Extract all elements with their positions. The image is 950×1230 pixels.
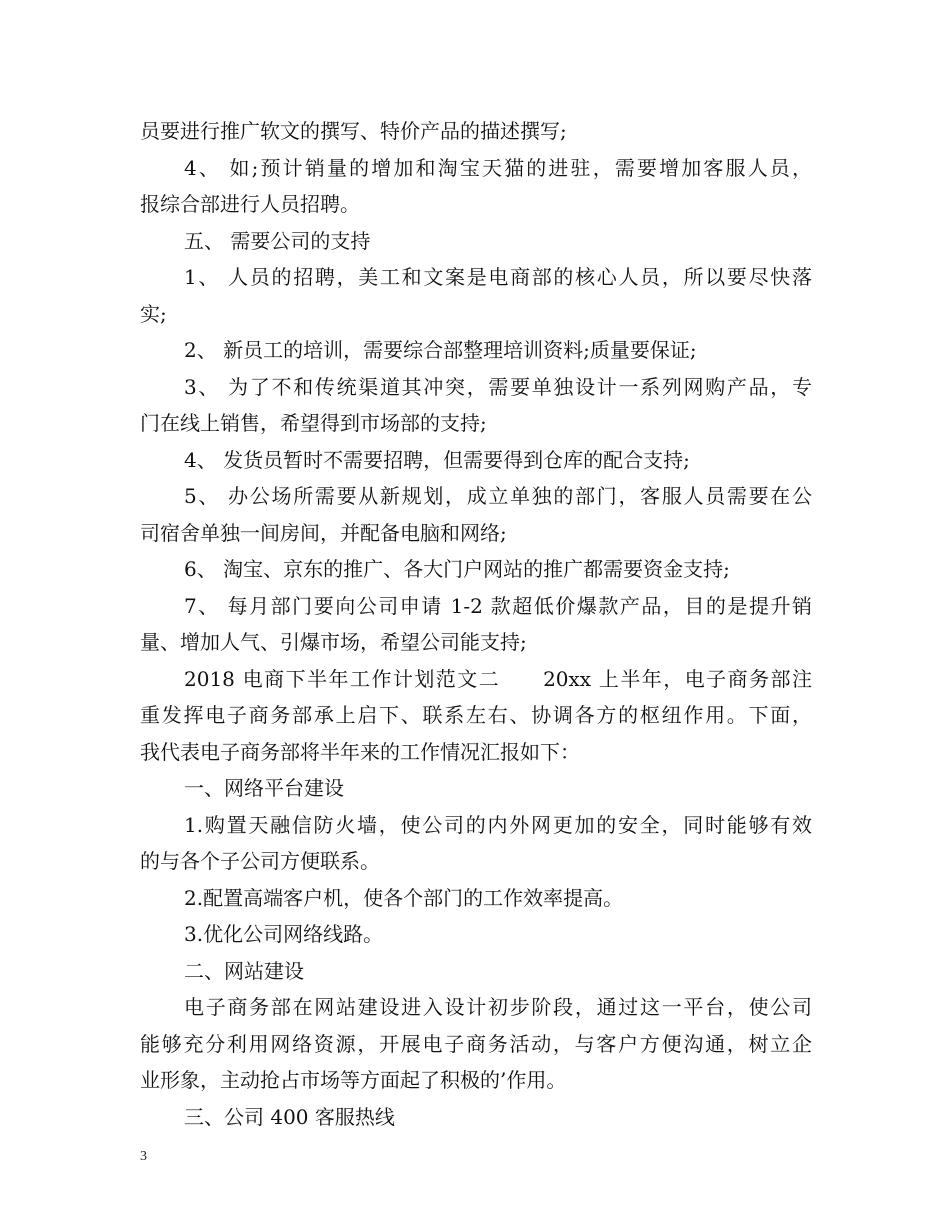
text-line: 实; — [140, 301, 167, 326]
text-line: 业形象，主动抢占市场等方面起了积极的’作用。 — [140, 1068, 567, 1092]
text-line: 4、 发货员暂时不需要招聘，但需要得到仓库的配合支持; — [184, 447, 690, 472]
text-line: 电子商务部在网站建设进入设计初步阶段，通过这一平台，使公司 — [184, 995, 812, 1019]
text-line: 门在线上销售，希望得到市场部的支持; — [140, 411, 487, 435]
text-line: 重发挥电子商务部承上启下、联系左右、协调各方的枢纽作用。下面， — [140, 703, 812, 727]
text-line: 2、 新员工的培训，需要综合部整理培训资料;质量要保证; — [184, 338, 697, 362]
text-line: 3.优化公司网络线路。 — [184, 922, 384, 946]
text-line: 司宿舍单独一间房间，并配备电脑和网络; — [140, 520, 507, 545]
text-line: 1.购置天融信防火墙，使公司的内外网更加的安全，同时能够有效 — [184, 812, 812, 837]
text-line: 7、 每月部门要向公司申请 1-2 款超低价爆款产品，目的是提升销 — [184, 593, 812, 618]
text-line: 4、 如;预计销量的增加和淘宝天猫的进驻，需要增加客服人员， — [184, 155, 812, 180]
text-line: 我代表电子商务部将半年来的工作情况汇报如下： — [140, 739, 580, 764]
text-line: 一、网络平台建设 — [184, 776, 344, 800]
text-line: 的与各个子公司方便联系。 — [140, 849, 380, 873]
text-line: 2.配置高端客户机，使各个部门的工作效率提高。 — [184, 885, 624, 910]
text-line: 二、网站建设 — [184, 958, 304, 983]
text-line: 3、 为了不和传统渠道其冲突，需要单独设计一系列网购产品，专 — [184, 374, 812, 399]
text-line: 员要进行推广软文的撰写、特价产品的描述撰写; — [140, 119, 567, 143]
text-line: 报综合部进行人员招聘。 — [140, 192, 360, 216]
page-number: 3 — [140, 1149, 147, 1164]
text-line: 1、 人员的招聘，美工和文案是电商部的核心人员，所以要尽快落 — [184, 265, 812, 289]
text-line: 2018 电商下半年工作计划范文二 20xx 上半年，电子商务部注 — [184, 666, 812, 691]
text-line: 三、公司 400 客服热线 — [184, 1104, 395, 1129]
document-body — [140, 113, 812, 1135]
text-line: 量、增加人气、引爆市场，希望公司能支持; — [140, 630, 527, 654]
text-line: 五、 需要公司的支持 — [184, 228, 371, 253]
text-line: 5、 办公场所需要从新规划，成立单独的部门，客服人员需要在公 — [184, 484, 812, 508]
text-line: 能够充分利用网络资源，开展电子商务活动，与客户方便沟通，树立企 — [140, 1031, 812, 1056]
text-line: 6、 淘宝、京东的推广、各大门户网站的推广都需要资金支持; — [184, 557, 730, 581]
